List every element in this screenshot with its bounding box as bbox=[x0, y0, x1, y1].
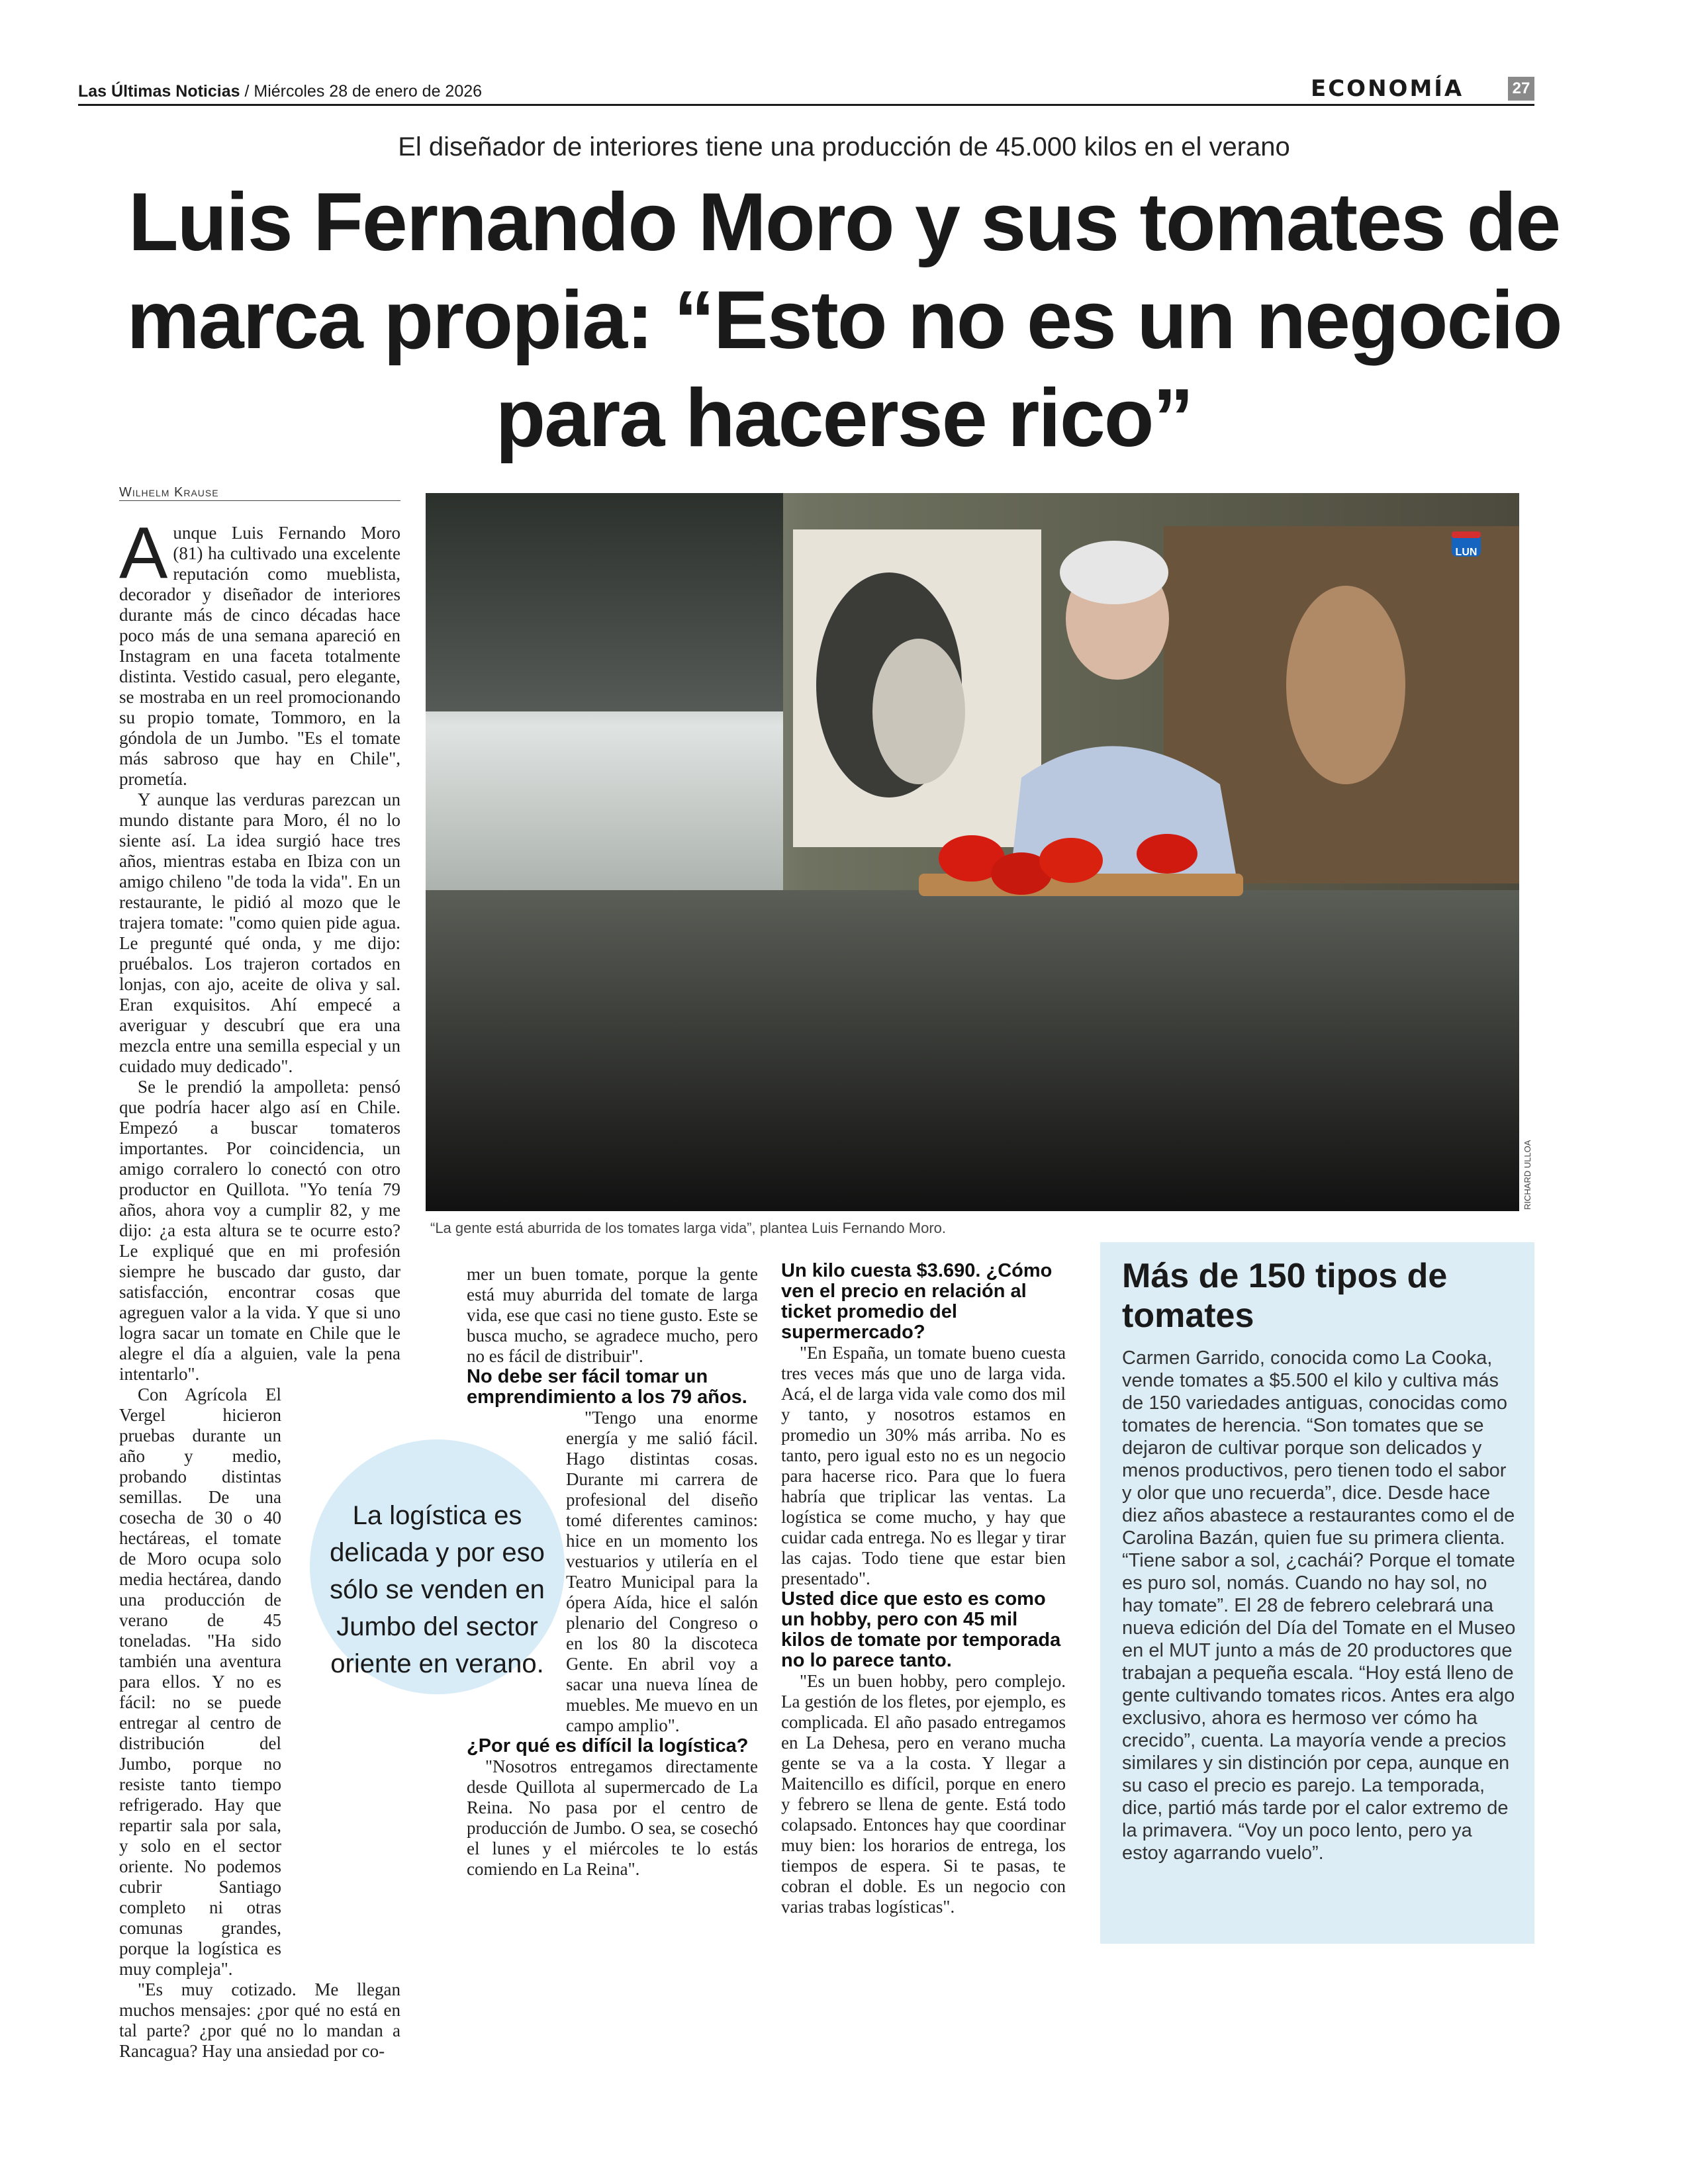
newspaper-name: Las Últimas Noticias bbox=[78, 82, 240, 101]
photo-caption: “La gente está aburrida de los tomates larga vida”, plantea Luis Fernando Moro. bbox=[430, 1220, 947, 1236]
drop-cap: A bbox=[119, 512, 168, 594]
byline: Wilhelm Krause bbox=[119, 485, 219, 500]
interview-question: ¿Por qué es difícil la logística? bbox=[467, 1735, 749, 1756]
page-number: 27 bbox=[1508, 77, 1534, 101]
sidebar-text: Carmen Garrido, conocida como La Cooka, vende tomates a $5.500 el kilo y cultiva más de 150 variedades antiguas, conocidas como tomates de herencia. “Son tomates que se dejaron de cultivar porque son delicados y menos productivos, pero tienen todo el sabor y olor que uno recuerda”, dice. Desde hace diez años abastece a restaurantes como el de Carolina Bazán, quien fue su primera clienta. “Tiene sabor a sol, ¿cachái? Porque el tomate es puro sol, nomás. Cuando no hay sol, no hay tomate”. El 28 de febrero celebrará una nueva edición del Día del Tomate en el Museo en el MUT junto a más de 20 productores que trabajan a pequeña escala. “Hoy está lleno de gente cultivando tomates ricos. Antes era algo exclusivo, ahora es hermoso ver cómo ha crecido”, cuenta. La mayoría vende a precios similares y sin distinción por cepa, aunque en su caso el precio es parejo. La temporada, dice, partió más tarde por el calor extremo de la primavera. “Voy un poco lento, pero ya estoy agarrando vuelo”. bbox=[1122, 1347, 1516, 1864]
interview-question: No debe ser fácil tomar un emprendimiento a los 79 años. bbox=[467, 1366, 747, 1408]
paragraph: mer un buen tomate, porque la gente está muy aburrida del tomate de larga vida, ese que casi no tiene gusto. Este se busca mucho, se agradece mucho, pero no es fácil de distribuir". bbox=[467, 1264, 758, 1366]
article-column-3 bbox=[781, 1261, 1066, 1917]
article-column-1 bbox=[119, 512, 400, 2062]
paragraph: "Es muy cotizado. Me llegan muchos mensajes: ¿por qué no está en tal parte? ¿por qué no lo mandan a Rancagua? Hay una ansiedad por co- bbox=[119, 1979, 400, 2061]
interview-question: Usted dice que esto es como un hobby, pero con 45 mil kilos de tomate por temporada no lo parece tanto. bbox=[781, 1588, 1061, 1671]
byline-rule bbox=[119, 500, 400, 501]
photo-credit bbox=[1521, 1112, 1538, 1211]
paragraph: Con Agrícola El Vergel hicieron pruebas durante un año y medio, probando distintas semillas. De una cosecha de 30 o 40 hectáreas, el tomate de Moro ocupa solo media hectárea, dando una producción de verano de 45 toneladas. "Ha sido también una aventura para ellos. Y no es fácil: no se puede entregar al centro de distribución del Jumbo, porque no resiste tanto tiempo refrigerado. Hay que repartir sala por sala, y solo en el sector oriente. No podemos cubrir Santiago completo ni otras comunas grandes, porque la logística es muy compleja". bbox=[119, 1385, 281, 1979]
interview-question: Un kilo cuesta $3.690. ¿Cómo ven el precio en relación al ticket promedio del supermercado? bbox=[781, 1260, 1053, 1343]
paragraph: "Nosotros entregamos directamente desde Quillota al supermercado de La Reina. No pasa por el centro de producción de Jumbo. O sea, se cosechó el lunes y el miércoles te lo estás comiendo en La Reina". bbox=[467, 1756, 758, 1879]
photo-credit-text: RICHARD ULLOA bbox=[1523, 1140, 1532, 1210]
paragraph: "En España, un tomate bueno cuesta tres veces más que uno de larga vida. Acá, el de larga vida vale como dos mil y tanto, y nosotros estamos en promedio un 30% más arriba. No es tanto, pero igual esto no es un negocio para hacerse rico. Para que lo fuera habría que triplicar las ventas. La logística se come mucho, y hay que cuidar cada entrega. No es llegar y tirar las cajas. Todo tiene que estar bien presentado". bbox=[781, 1343, 1066, 1588]
paragraph-text: unque Luis Fernando Moro (81) ha cultivado una excelente reputación como mueblista, decorador y diseñador de interiores durante más de cinco décadas hace poco más de una semana apareció en Instagram en una faceta totalmente distinta. Vestido casual, pero elegante, se mostraba en un reel promocionando su propio tomate, Tommoro, en la góndola de un Jumbo. "Es el tomate más sabroso que hay en Chile", prometía. bbox=[119, 523, 400, 789]
section-name: ECONOMÍA bbox=[1311, 75, 1464, 102]
paragraph: Se le prendió la ampolleta: pensó que podría hacer algo así en Chile. Empezó a buscar tomateros importantes. Por coincidencia, un amigo corralero lo conectó con otro productor en Quillota. "Yo tenía 79 años, ahora voy a cumplir 82, y me dijo: ¿a esta altura se te ocurre esto? Le expliqué que en mi profesión siempre he buscado dar gusto, dar satisfacción, encontrar cosas que agreguen valor a la vida. Y que si uno logra sacar un tomate en Chile que le alegre el día a alguien, vale la pena intentarlo". bbox=[119, 1077, 400, 1384]
pull-quote: La logística es delicada y por eso sólo se venden en Jumbo del sector oriente en verano. bbox=[330, 1501, 545, 1678]
paragraph: "Es un buen hobby, pero complejo. La gestión de los fletes, por ejemplo, es complicada. El año pasado entregamos en La Dehesa, pero en verano mucha gente se va a la costa. Y llegar a Maitencillo es difícil, porque en enero y febrero se llena de gente. Está todo colapsado. Entonces hay que coordinar muy bien: los horarios de entrega, los tiempos de espera. Si te pasas, te cobran el doble. Es un negocio con varias trabas logísticas". bbox=[781, 1671, 1066, 1917]
headline: Luis Fernando Moro y sus tomates de marca propia: “Esto no es un negocio para hacerse rico” bbox=[126, 177, 1562, 464]
paragraph bbox=[119, 512, 400, 790]
masthead-line bbox=[78, 82, 482, 101]
lun-badge: LUN bbox=[1455, 547, 1477, 558]
paragraph: Y aunque las verduras parezcan un mundo distante para Moro, él no lo siente así. La idea surgió hace tres años, mientras estaba en Ibiza con un amigo chileno "de toda la vida". En un restaurante, le pidió al mozo que le trajera tomate: "como quien pide agua. Le pregunté qué onda, y me dijo: pruébalos. Los trajeron cortados en lonjas, con ajo, aceite de oliva y sal. Eran exquisitos. Ahí empecé a averiguar y descubrí que era una mezcla entre una semilla especial y un cuidado muy dedicado". bbox=[119, 790, 400, 1076]
article-photo bbox=[426, 493, 1519, 1211]
kicker: El diseñador de interiores tiene una producción de 45.000 kilos en el verano bbox=[398, 132, 1290, 161]
header-rule bbox=[78, 104, 1534, 106]
paragraph: "Tengo una enorme energía y me salió fácil. Hago distintas cosas. Durante mi carrera de profesional del diseño tomé diferentes caminos: hice en un momento los vestuarios y utilería en el Teatro Municipal para la ópera Aída, hice el salón plenario del Congreso o en los 80 la discoteca Gente. En abril voy a sacar una nueva línea de muebles. Me muevo en un campo amplio". bbox=[566, 1408, 758, 1735]
sidebar-title: Más de 150 tipos de tomates bbox=[1122, 1257, 1448, 1335]
issue-date: / Miércoles 28 de enero de 2026 bbox=[240, 82, 483, 101]
